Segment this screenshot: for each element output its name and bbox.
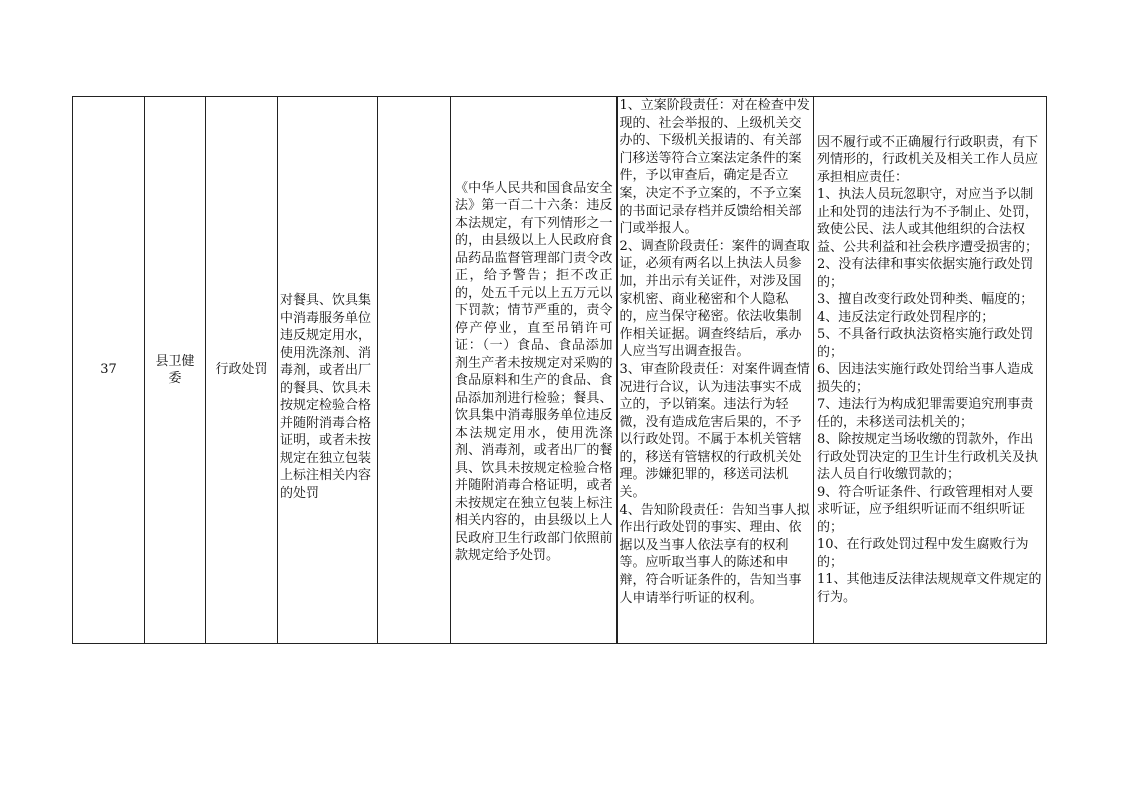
accountability-cell — [814, 97, 1047, 644]
responsibility-text — [618, 97, 814, 607]
row-number — [73, 97, 145, 644]
accountability-text — [814, 134, 1046, 607]
accountability-item: 6、因违法实施行政处罚给当事人造成损失的； — [817, 362, 1034, 395]
department-text: 县卫健委 — [155, 353, 195, 386]
accountability-item: 1、执法人员玩忽职守，对应当予以制止和处罚的违法行为不予制止、处罚，致使公民、法人或其他组织的合法权益、公共利益和社会秩序遭受损害的； — [817, 187, 1039, 255]
accountability-item: 7、违法行为构成犯罪需要追究刑事责任的，未移送司法机关的； — [817, 397, 1034, 430]
accountability-item: 3、擅自改变行政处罚种类、幅度的； — [817, 292, 1034, 308]
legal-basis-cell — [451, 97, 617, 644]
responsibility-item: 4、告知阶段责任：告知当事人拟作出行政处罚的事实、理由、依据以及当事人依法享有的权利等。应听取当事人的陈述和申辩，符合听证条件的，告知当事人申请举行听证的权利。 — [619, 502, 810, 606]
item-name-text: 对餐具、饮具集中消毒服务单位违反规定用水，使用洗涤剂、消毒剂，或者出厂的餐具、饮具未按规定检验合格并随附消毒合格证明，或者未按规定在独立包装上标注相关内容的处罚 — [280, 293, 372, 501]
row-number-text: 37 — [100, 362, 117, 378]
item-name-cell — [278, 97, 378, 644]
accountability-item: 2、没有法律和事实依据实施行政处罚的； — [817, 257, 1034, 290]
responsibility-item: 2、调查阶段责任：案件的调查取证，必须有两名以上执法人员参加，并出示有关证件，对涉及国家机密、商业秘密和个人隐私的，应当保守秘密。依法收集制作相关证据。调查终结后，承办人应当写出调查报告。 — [619, 238, 810, 360]
accountability-item: 11、其他违反法律法规规章文件规定的行为。 — [817, 572, 1042, 605]
legal-basis-text: 《中华人民共和国食品安全法》第一百二十六条：违反本法规定，有下列情形之一的，由县级以上人民政府食品药品监督管理部门责令改正，给予警告；拒不改正的，处五千元以上五万元以下罚款；情节严重的，责令停产停业，直至吊销许可证：（一）食品、食品添加剂生产者未按规定对采购的食品原料和生产的食品、食品添加剂进行检验；餐具、饮具集中消毒服务单位违反本法规定用水，使用洗涤剂、消毒剂，或者出厂的餐具、饮具未按规定检验合格并随附消毒合格证明，或者未按规定在独立包装上标注相关内容的，由县级以上人民政府卫生行政部门依照前款规定给予处罚。 — [455, 180, 613, 563]
accountability-item: 8、除按规定当场收缴的罚款外，作出行政处罚决定的卫生计生行政机关及执法人员自行收缴罚款的； — [817, 432, 1039, 483]
accountability-item: 5、不具备行政执法资格实施行政处罚的； — [817, 327, 1034, 360]
accountability-item: 9、符合听证条件、行政管理相对人要求听证，应予组织听证而不组织听证的； — [817, 484, 1034, 535]
accountability-item: 10、在行政处罚过程中发生腐败行为的； — [817, 537, 1029, 570]
accountability-item: 4、违反法定行政处罚程序的； — [817, 309, 995, 325]
table-row — [73, 97, 1047, 644]
category-text: 行政处罚 — [215, 362, 268, 378]
sub-item-cell — [378, 97, 451, 644]
category-cell — [206, 97, 278, 644]
responsibility-cell — [617, 97, 814, 644]
accountability-table — [72, 96, 1047, 644]
responsibility-item: 3、审查阶段责任：对案件调查情况进行合议，认为违法事实不成立的，予以销案。违法行为轻微，没有造成危害后果的，不予以行政处罚。不属于本机关管辖的，移送有管辖权的行政机关处理。涉嫌犯罪的，移送司法机关。 — [619, 361, 810, 501]
responsibility-item: 1、立案阶段责任：对在检查中发现的、社会举报的、上级机关交办的、下级机关报请的、有关部门移送等符合立案法定条件的案件，予以审查后，确定是否立案，决定不予立案的，不予立案的书面记录存档并反馈给相关部门或举报人。 — [619, 98, 810, 237]
department-cell — [145, 97, 206, 644]
accountability-item: 因不履行或不正确履行行政职责，有下列情形的，行政机关及相关工作人员应承担相应责任： — [817, 134, 1039, 185]
